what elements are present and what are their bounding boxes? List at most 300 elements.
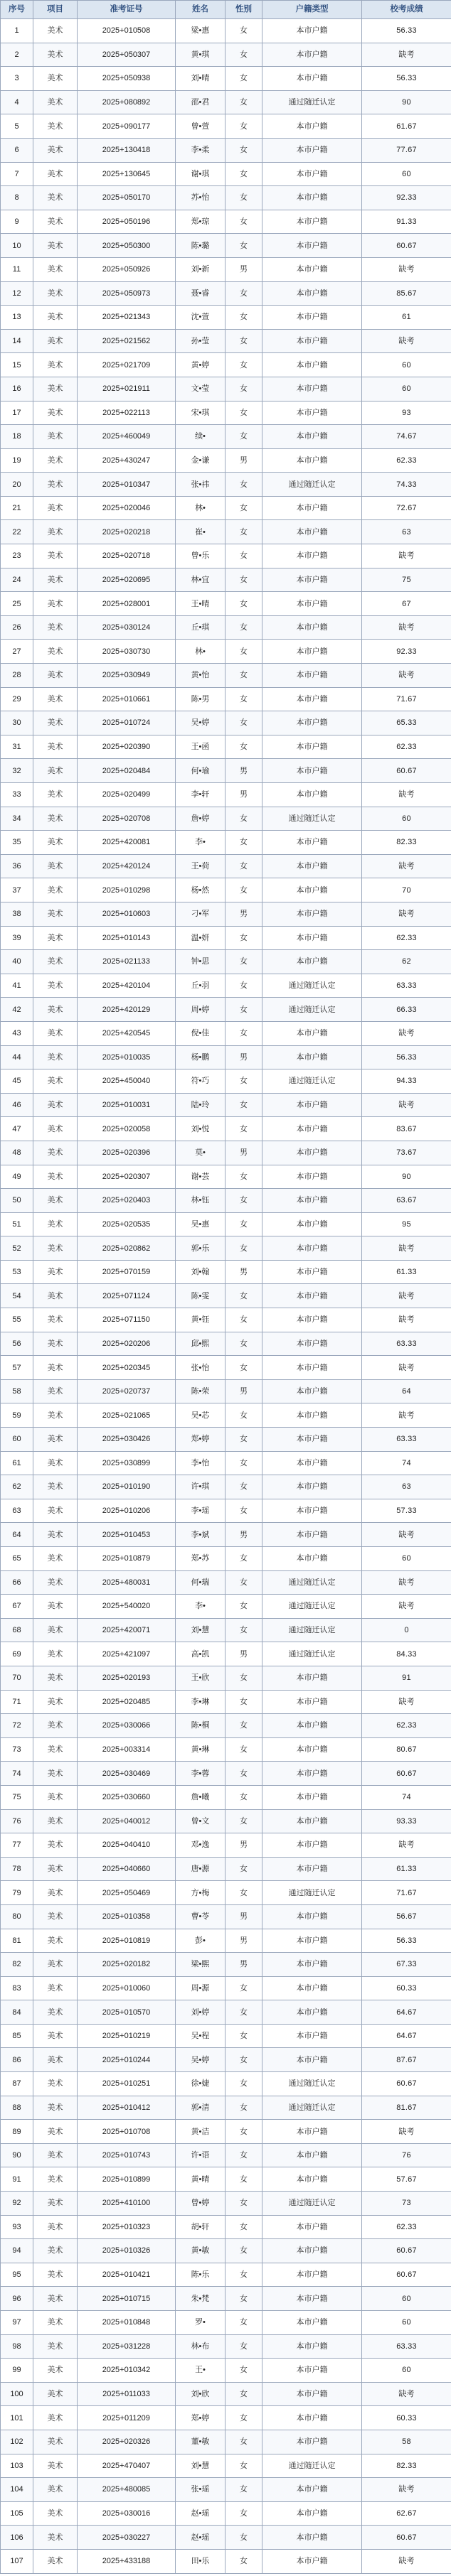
cell-name: 高•凯 xyxy=(176,1642,226,1666)
cell-subject: 美术 xyxy=(33,329,78,353)
cell-seq: 92 xyxy=(1,2192,33,2216)
table-row xyxy=(1,210,451,234)
cell-gender: 女 xyxy=(226,353,262,377)
cell-exam-number: 2025+020535 xyxy=(78,1212,176,1236)
cell-name: 郑•婷 xyxy=(176,2406,226,2430)
cell-name: 邱•熙 xyxy=(176,1332,226,1356)
table-row xyxy=(1,568,451,592)
cell-residency-type: 本市户籍 xyxy=(262,1523,362,1547)
cell-gender: 女 xyxy=(226,377,262,401)
cell-gender: 女 xyxy=(226,1618,262,1642)
cell-gender: 女 xyxy=(226,1356,262,1380)
table-row xyxy=(1,2359,451,2383)
cell-residency-type: 本市户籍 xyxy=(262,1929,362,1953)
cell-seq: 18 xyxy=(1,425,33,449)
cell-exam-number: 2025+020046 xyxy=(78,496,176,520)
cell-seq: 44 xyxy=(1,1045,33,1069)
cell-name: 黄•婷 xyxy=(176,353,226,377)
cell-residency-type: 本市户籍 xyxy=(262,520,362,544)
cell-exam-number: 2025+030227 xyxy=(78,2526,176,2550)
cell-seq: 4 xyxy=(1,90,33,114)
cell-score: 90 xyxy=(362,1165,451,1189)
cell-score: 60 xyxy=(362,1547,451,1571)
cell-name: 许•语 xyxy=(176,2143,226,2167)
cell-gender: 女 xyxy=(226,1021,262,1045)
cell-residency-type: 通过随迁认定 xyxy=(262,2454,362,2478)
cell-seq: 41 xyxy=(1,974,33,998)
table-row xyxy=(1,926,451,950)
cell-seq: 81 xyxy=(1,1929,33,1953)
cell-subject: 美术 xyxy=(33,1212,78,1236)
cell-subject: 美术 xyxy=(33,615,78,640)
cell-seq: 27 xyxy=(1,640,33,664)
cell-subject: 美术 xyxy=(33,1523,78,1547)
cell-residency-type: 本市户籍 xyxy=(262,2048,362,2072)
cell-seq: 45 xyxy=(1,1069,33,1094)
cell-subject: 美术 xyxy=(33,831,78,855)
cell-gender: 女 xyxy=(226,234,262,258)
cell-exam-number: 2025+130418 xyxy=(78,138,176,162)
cell-name: 陈•桐 xyxy=(176,1714,226,1738)
cell-seq: 16 xyxy=(1,377,33,401)
cell-seq: 9 xyxy=(1,210,33,234)
cell-subject: 美术 xyxy=(33,2000,78,2025)
cell-subject: 美术 xyxy=(33,281,78,306)
cell-score: 60.67 xyxy=(362,2526,451,2550)
table-row xyxy=(1,1236,451,1261)
cell-name: 曹•苓 xyxy=(176,1904,226,1929)
cell-subject: 美术 xyxy=(33,2526,78,2550)
cell-gender: 男 xyxy=(226,448,262,473)
cell-name: 聂•睿 xyxy=(176,281,226,306)
cell-exam-number: 2025+040660 xyxy=(78,1857,176,1881)
table-row xyxy=(1,615,451,640)
cell-residency-type: 本市户籍 xyxy=(262,2311,362,2335)
cell-exam-number: 2025+020485 xyxy=(78,1690,176,1714)
table-row xyxy=(1,2406,451,2430)
cell-seq: 69 xyxy=(1,1642,33,1666)
cell-subject: 美术 xyxy=(33,2359,78,2383)
cell-exam-number: 2025+020390 xyxy=(78,735,176,759)
cell-name: 郑•苏 xyxy=(176,1547,226,1571)
cell-residency-type: 本市户籍 xyxy=(262,1737,362,1762)
cell-residency-type: 本市户籍 xyxy=(262,1356,362,1380)
cell-gender: 女 xyxy=(226,329,262,353)
cell-name: 王• xyxy=(176,2359,226,2383)
cell-subject: 美术 xyxy=(33,1045,78,1069)
cell-seq: 73 xyxy=(1,1737,33,1762)
cell-subject: 美术 xyxy=(33,1260,78,1284)
cell-seq: 106 xyxy=(1,2526,33,2550)
cell-subject: 美术 xyxy=(33,520,78,544)
table-row xyxy=(1,1308,451,1332)
cell-subject: 美术 xyxy=(33,687,78,711)
table-row xyxy=(1,1690,451,1714)
table-row xyxy=(1,306,451,330)
table-row xyxy=(1,902,451,926)
cell-residency-type: 本市户籍 xyxy=(262,1714,362,1738)
cell-name: 赵•瑶 xyxy=(176,2526,226,2550)
cell-gender: 女 xyxy=(226,473,262,497)
cell-seq: 104 xyxy=(1,2478,33,2502)
cell-exam-number: 2025+421097 xyxy=(78,1642,176,1666)
cell-gender: 女 xyxy=(226,1714,262,1738)
table-row xyxy=(1,1069,451,1094)
cell-residency-type: 本市户籍 xyxy=(262,1284,362,1308)
cell-gender: 女 xyxy=(226,2263,262,2287)
cell-score: 60 xyxy=(362,162,451,186)
cell-name: 詹•婷 xyxy=(176,807,226,831)
cell-subject: 美术 xyxy=(33,1690,78,1714)
cell-subject: 美术 xyxy=(33,1308,78,1332)
cell-exam-number: 2025+020058 xyxy=(78,1117,176,1141)
cell-score: 85.67 xyxy=(362,281,451,306)
cell-exam-number: 2025+030730 xyxy=(78,640,176,664)
cell-name: 黄•洁 xyxy=(176,2120,226,2144)
header-seq: 序号 xyxy=(1,1,33,19)
cell-score: 70 xyxy=(362,878,451,902)
cell-score: 66.33 xyxy=(362,998,451,1022)
cell-name: 续• xyxy=(176,425,226,449)
cell-exam-number: 2025+010143 xyxy=(78,926,176,950)
cell-residency-type: 本市户籍 xyxy=(262,448,362,473)
cell-gender: 女 xyxy=(226,1189,262,1213)
cell-seq: 48 xyxy=(1,1141,33,1165)
cell-score: 60.33 xyxy=(362,1976,451,2000)
cell-name: 刘•慧 xyxy=(176,2454,226,2478)
cell-gender: 女 xyxy=(226,2048,262,2072)
cell-seq: 71 xyxy=(1,1690,33,1714)
cell-score: 74.67 xyxy=(362,425,451,449)
cell-residency-type: 通过随迁认定 xyxy=(262,807,362,831)
cell-gender: 女 xyxy=(226,687,262,711)
cell-exam-number: 2025+030469 xyxy=(78,1762,176,1786)
cell-name: 郭•乐 xyxy=(176,1236,226,1261)
cell-seq: 20 xyxy=(1,473,33,497)
cell-exam-number: 2025+021133 xyxy=(78,950,176,974)
cell-residency-type: 本市户籍 xyxy=(262,162,362,186)
cell-name: 温•妍 xyxy=(176,926,226,950)
cell-subject: 美术 xyxy=(33,425,78,449)
cell-score: 60 xyxy=(362,2287,451,2311)
cell-residency-type: 本市户籍 xyxy=(262,2167,362,2192)
table-row xyxy=(1,1547,451,1571)
cell-exam-number: 2025+011209 xyxy=(78,2406,176,2430)
table-row xyxy=(1,1045,451,1069)
cell-seq: 29 xyxy=(1,687,33,711)
cell-exam-number: 2025+480031 xyxy=(78,1570,176,1595)
cell-score: 94.33 xyxy=(362,1069,451,1094)
cell-exam-number: 2025+020345 xyxy=(78,1356,176,1380)
header-subject: 项目 xyxy=(33,1,78,19)
table-row xyxy=(1,974,451,998)
cell-gender: 女 xyxy=(226,401,262,425)
cell-seq: 99 xyxy=(1,2359,33,2383)
cell-name: 周•源 xyxy=(176,1976,226,2000)
cell-name: 孙•莹 xyxy=(176,329,226,353)
table-row xyxy=(1,234,451,258)
cell-residency-type: 通过随迁认定 xyxy=(262,2096,362,2120)
cell-name: 吴•惠 xyxy=(176,1212,226,1236)
cell-subject: 美术 xyxy=(33,1857,78,1881)
cell-gender: 女 xyxy=(226,1690,262,1714)
cell-residency-type: 本市户籍 xyxy=(262,831,362,855)
cell-name: 文•莹 xyxy=(176,377,226,401)
cell-name: 曾•乐 xyxy=(176,544,226,568)
cell-gender: 男 xyxy=(226,1260,262,1284)
cell-name: 吴•芯 xyxy=(176,1403,226,1428)
cell-name: 何•瑞 xyxy=(176,1570,226,1595)
cell-seq: 90 xyxy=(1,2143,33,2167)
cell-name: 莫• xyxy=(176,1141,226,1165)
cell-subject: 美术 xyxy=(33,2454,78,2478)
cell-exam-number: 2025+010035 xyxy=(78,1045,176,1069)
cell-residency-type: 本市户籍 xyxy=(262,1212,362,1236)
cell-seq: 70 xyxy=(1,1666,33,1690)
cell-exam-number: 2025+050170 xyxy=(78,186,176,210)
cell-score: 81.67 xyxy=(362,2096,451,2120)
cell-name: 丘•琪 xyxy=(176,615,226,640)
cell-seq: 24 xyxy=(1,568,33,592)
cell-residency-type: 本市户籍 xyxy=(262,2501,362,2526)
cell-score: 60 xyxy=(362,807,451,831)
cell-exam-number: 2025+020193 xyxy=(78,1666,176,1690)
cell-score: 74.33 xyxy=(362,473,451,497)
cell-name: 邓•逸 xyxy=(176,1833,226,1858)
cell-name: 李•怡 xyxy=(176,1451,226,1475)
table-row xyxy=(1,1523,451,1547)
cell-seq: 12 xyxy=(1,281,33,306)
cell-residency-type: 本市户籍 xyxy=(262,783,362,807)
cell-gender: 女 xyxy=(226,2000,262,2025)
cell-name: 刘•欣 xyxy=(176,2382,226,2406)
cell-seq: 53 xyxy=(1,1260,33,1284)
cell-seq: 74 xyxy=(1,1762,33,1786)
cell-score: 91.33 xyxy=(362,210,451,234)
cell-exam-number: 2025+010724 xyxy=(78,711,176,735)
table-row xyxy=(1,2478,451,2502)
cell-seq: 67 xyxy=(1,1595,33,1619)
cell-subject: 美术 xyxy=(33,1189,78,1213)
cell-exam-number: 2025+071124 xyxy=(78,1284,176,1308)
cell-exam-number: 2025+021911 xyxy=(78,377,176,401)
cell-seq: 56 xyxy=(1,1332,33,1356)
cell-score: 60 xyxy=(362,2311,451,2335)
cell-score: 62.33 xyxy=(362,448,451,473)
table-row xyxy=(1,1762,451,1786)
cell-residency-type: 本市户籍 xyxy=(262,2334,362,2359)
cell-exam-number: 2025+040410 xyxy=(78,1833,176,1858)
cell-residency-type: 通过随迁认定 xyxy=(262,1069,362,1094)
cell-gender: 女 xyxy=(226,2406,262,2430)
cell-residency-type: 本市户籍 xyxy=(262,1953,362,1977)
cell-residency-type: 通过随迁认定 xyxy=(262,473,362,497)
cell-name: 刘•婷 xyxy=(176,2000,226,2025)
cell-gender: 女 xyxy=(226,2454,262,2478)
cell-score: 60.33 xyxy=(362,2406,451,2430)
table-row xyxy=(1,329,451,353)
cell-score: 67.33 xyxy=(362,1953,451,1977)
cell-score: 60.67 xyxy=(362,1762,451,1786)
cell-seq: 8 xyxy=(1,186,33,210)
cell-seq: 60 xyxy=(1,1428,33,1452)
table-row xyxy=(1,831,451,855)
table-header xyxy=(1,1,451,19)
cell-exam-number: 2025+010358 xyxy=(78,1904,176,1929)
cell-score: 65.33 xyxy=(362,711,451,735)
cell-seq: 35 xyxy=(1,831,33,855)
cell-exam-number: 2025+050196 xyxy=(78,210,176,234)
cell-residency-type: 本市户籍 xyxy=(262,615,362,640)
table-row xyxy=(1,2000,451,2025)
table-row xyxy=(1,1570,451,1595)
cell-gender: 女 xyxy=(226,162,262,186)
cell-score: 90 xyxy=(362,90,451,114)
cell-score: 56.33 xyxy=(362,1045,451,1069)
cell-gender: 女 xyxy=(226,1332,262,1356)
cell-exam-number: 2025+050469 xyxy=(78,1881,176,1905)
cell-subject: 美术 xyxy=(33,67,78,91)
cell-residency-type: 通过随迁认定 xyxy=(262,1595,362,1619)
cell-name: 杨•然 xyxy=(176,878,226,902)
cell-exam-number: 2025+420081 xyxy=(78,831,176,855)
table-row xyxy=(1,2143,451,2167)
cell-score: 91 xyxy=(362,1666,451,1690)
cell-name: 宋•琪 xyxy=(176,401,226,425)
cell-gender: 男 xyxy=(226,783,262,807)
cell-residency-type: 本市户籍 xyxy=(262,2382,362,2406)
table-body xyxy=(1,19,451,2574)
cell-residency-type: 本市户籍 xyxy=(262,640,362,664)
table-row xyxy=(1,1857,451,1881)
cell-score: 缺考 xyxy=(362,1690,451,1714)
table-row xyxy=(1,1833,451,1858)
header-name: 姓名 xyxy=(176,1,226,19)
cell-score: 60 xyxy=(362,2359,451,2383)
cell-subject: 美术 xyxy=(33,1117,78,1141)
cell-exam-number: 2025+020499 xyxy=(78,783,176,807)
cell-seq: 98 xyxy=(1,2334,33,2359)
cell-gender: 女 xyxy=(226,974,262,998)
cell-seq: 83 xyxy=(1,1976,33,2000)
cell-subject: 美术 xyxy=(33,2501,78,2526)
cell-name: 刘•新 xyxy=(176,257,226,281)
cell-subject: 美术 xyxy=(33,90,78,114)
cell-residency-type: 本市户籍 xyxy=(262,1690,362,1714)
cell-seq: 3 xyxy=(1,67,33,91)
table-row xyxy=(1,2287,451,2311)
cell-score: 67 xyxy=(362,592,451,616)
cell-exam-number: 2025+030066 xyxy=(78,1714,176,1738)
cell-subject: 美术 xyxy=(33,1236,78,1261)
table-row xyxy=(1,1737,451,1762)
cell-score: 61.33 xyxy=(362,1260,451,1284)
cell-score: 92.33 xyxy=(362,186,451,210)
cell-subject: 美术 xyxy=(33,306,78,330)
cell-residency-type: 本市户籍 xyxy=(262,2430,362,2454)
cell-score: 缺考 xyxy=(362,854,451,878)
cell-gender: 男 xyxy=(226,1642,262,1666)
table-row xyxy=(1,854,451,878)
cell-subject: 美术 xyxy=(33,1881,78,1905)
table-row xyxy=(1,520,451,544)
cell-subject: 美术 xyxy=(33,544,78,568)
cell-name: 许•琪 xyxy=(176,1475,226,1499)
cell-name: 邵•君 xyxy=(176,90,226,114)
cell-gender: 男 xyxy=(226,1904,262,1929)
cell-gender: 女 xyxy=(226,1976,262,2000)
cell-subject: 美术 xyxy=(33,2167,78,2192)
table-row xyxy=(1,1284,451,1308)
cell-exam-number: 2025+010661 xyxy=(78,687,176,711)
table-row xyxy=(1,1021,451,1045)
cell-exam-number: 2025+010190 xyxy=(78,1475,176,1499)
cell-name: 周•婷 xyxy=(176,998,226,1022)
cell-seq: 93 xyxy=(1,2215,33,2239)
cell-subject: 美术 xyxy=(33,2263,78,2287)
cell-residency-type: 本市户籍 xyxy=(262,257,362,281)
cell-subject: 美术 xyxy=(33,1332,78,1356)
table-row xyxy=(1,759,451,783)
cell-subject: 美术 xyxy=(33,2549,78,2573)
table-row xyxy=(1,664,451,688)
cell-name: 何•瑜 xyxy=(176,759,226,783)
cell-exam-number: 2025+010508 xyxy=(78,19,176,43)
cell-name: 王•函 xyxy=(176,735,226,759)
cell-seq: 82 xyxy=(1,1953,33,1977)
cell-name: 黄•琪 xyxy=(176,43,226,67)
cell-exam-number: 2025+050300 xyxy=(78,234,176,258)
cell-score: 60.67 xyxy=(362,234,451,258)
cell-residency-type: 本市户籍 xyxy=(262,1809,362,1833)
table-row xyxy=(1,1379,451,1403)
cell-residency-type: 本市户籍 xyxy=(262,138,362,162)
cell-seq: 32 xyxy=(1,759,33,783)
cell-residency-type: 本市户籍 xyxy=(262,281,362,306)
cell-residency-type: 本市户籍 xyxy=(262,1857,362,1881)
table-row xyxy=(1,2334,451,2359)
cell-score: 缺考 xyxy=(362,2478,451,2502)
cell-subject: 美术 xyxy=(33,1642,78,1666)
cell-score: 缺考 xyxy=(362,2120,451,2144)
cell-subject: 美术 xyxy=(33,1953,78,1977)
cell-seq: 85 xyxy=(1,2024,33,2048)
cell-residency-type: 本市户籍 xyxy=(262,2215,362,2239)
cell-name: 陈•荣 xyxy=(176,1379,226,1403)
cell-gender: 女 xyxy=(226,878,262,902)
cell-score: 56.33 xyxy=(362,67,451,91)
cell-seq: 77 xyxy=(1,1833,33,1858)
cell-seq: 31 xyxy=(1,735,33,759)
table-row xyxy=(1,2072,451,2096)
cell-name: 陈•雯 xyxy=(176,1284,226,1308)
cell-score: 缺考 xyxy=(362,1021,451,1045)
cell-subject: 美术 xyxy=(33,2024,78,2048)
cell-seq: 91 xyxy=(1,2167,33,2192)
cell-exam-number: 2025+010326 xyxy=(78,2239,176,2263)
cell-residency-type: 本市户籍 xyxy=(262,2526,362,2550)
cell-subject: 美术 xyxy=(33,640,78,664)
cell-gender: 女 xyxy=(226,1093,262,1117)
cell-subject: 美术 xyxy=(33,902,78,926)
cell-subject: 美术 xyxy=(33,1976,78,2000)
cell-residency-type: 通过随迁认定 xyxy=(262,2192,362,2216)
cell-score: 缺考 xyxy=(362,1308,451,1332)
cell-exam-number: 2025+022113 xyxy=(78,401,176,425)
cell-exam-number: 2025+010603 xyxy=(78,902,176,926)
cell-subject: 美术 xyxy=(33,2478,78,2502)
cell-seq: 25 xyxy=(1,592,33,616)
